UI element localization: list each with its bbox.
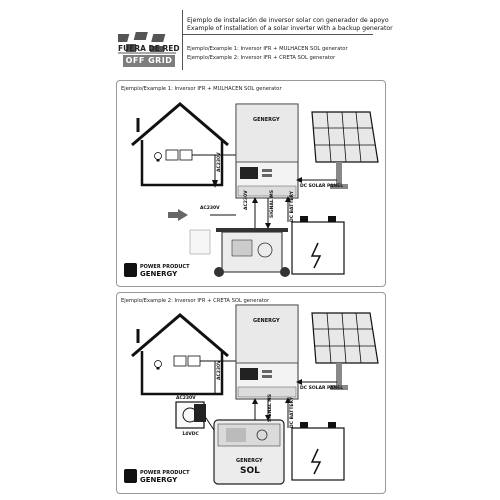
ac230v-inverter-label: AC230V xyxy=(244,190,249,210)
outlet-icon xyxy=(174,356,200,366)
bulb-icon xyxy=(155,361,162,370)
company-name-bottom: GENERGY xyxy=(140,476,178,484)
company-name-bottom: GENERGY xyxy=(140,270,178,278)
dc-battery-label: DC BATTERY xyxy=(290,397,295,428)
title-spanish: Ejemplo de instalación de inversor solar con generador de apoyo xyxy=(187,17,389,24)
off-grid-badge: OFF GRID xyxy=(123,55,175,67)
generator-brand-label: GENERGY xyxy=(236,458,263,464)
company-name-top: POWER PRODUCT xyxy=(140,470,190,476)
dc-battery-label: DC BATTERY xyxy=(290,191,295,222)
example1-caption: Ejemplo/Example 1: Inversor IFR + MULHACEN SOL generator xyxy=(187,46,348,52)
dc-solar-panel-label: DC SOLAR PANEL xyxy=(300,386,344,391)
generator-model-label: SOL xyxy=(240,466,260,476)
title-english: Example of installation of a solar inverter with a backup generator xyxy=(187,25,393,32)
ac230v-generator-label: AC230V xyxy=(176,396,196,401)
inverter-brand-label: GENERGY xyxy=(253,117,280,123)
dc-solar-panel-label: DC SOLAR PANEL xyxy=(300,184,344,189)
house-icon xyxy=(132,315,228,394)
fuera-de-red-label: FUERA DE RED xyxy=(118,44,180,53)
battery-icon xyxy=(292,422,344,480)
example1-title: Ejemplo/Example 1: Inversor IFR + MULHACEN SOL generator xyxy=(121,86,282,92)
example2-caption: Ejemplo/Example 2: Inversor IFR + CRETA SOL generator xyxy=(187,55,336,61)
ac230v-house-label: AC230V xyxy=(217,152,222,172)
company-logo-icon xyxy=(124,469,137,483)
inverter-brand-label: GENERGY xyxy=(253,318,280,324)
company-name-top: POWER PRODUCT xyxy=(140,264,190,270)
solar-panel-icon xyxy=(312,313,378,390)
ac230v-generator-label: AC230V xyxy=(200,206,220,211)
example2-title: Ejemplo/Example 2: Inversor IFR + CRETA SOL generator xyxy=(121,298,270,304)
14vdc-label: 14VDC xyxy=(182,432,199,437)
signal-ms-label: SIGNAL MS xyxy=(268,393,273,422)
signal-ms-label: SIGNAL MS xyxy=(270,189,275,218)
ac230v-house-label: AC230V xyxy=(217,360,222,380)
